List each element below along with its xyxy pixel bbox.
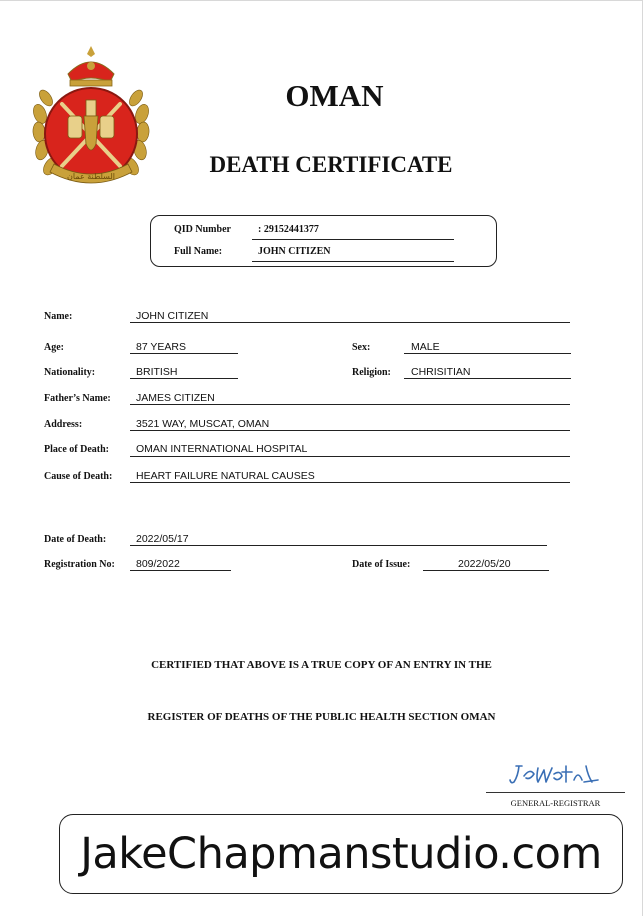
- father-underline: [130, 404, 570, 405]
- qid-label: QID Number: [174, 224, 231, 235]
- name-underline: [130, 322, 570, 323]
- country-title: OMAN: [285, 78, 384, 113]
- religion-underline: [404, 378, 571, 379]
- place-of-death-underline: [130, 456, 570, 457]
- date-of-death-value: 2022/05/17: [136, 533, 189, 545]
- signature-line: [486, 792, 625, 793]
- qid-value: : 29152441377: [258, 224, 319, 235]
- registration-value: 809/2022: [136, 558, 180, 570]
- id-box: [150, 215, 497, 267]
- sex-underline: [404, 353, 571, 354]
- address-value: 3521 WAY, MUSCAT, OMAN: [136, 418, 270, 430]
- registration-underline: [130, 570, 231, 571]
- date-of-issue-value: 2022/05/20: [458, 558, 511, 570]
- date-of-issue-underline: [423, 570, 549, 571]
- document-title: DEATH CERTIFICATE: [209, 152, 453, 177]
- fullname-underline: [252, 261, 454, 262]
- fullname-value: JOHN CITIZEN: [258, 246, 331, 257]
- age-underline: [130, 353, 238, 354]
- religion-value: CHRISITIAN: [411, 366, 471, 378]
- name-value: JOHN CITIZEN: [136, 310, 209, 322]
- watermark-text: JakeChapmanstudio.com: [80, 829, 602, 879]
- nationality-underline: [130, 378, 238, 379]
- sex-label: Sex:: [352, 342, 371, 353]
- qid-underline: [252, 239, 454, 240]
- religion-label: Religion:: [352, 367, 391, 378]
- sex-value: MALE: [411, 341, 440, 353]
- registrar-signature: [508, 760, 600, 788]
- certification-line-2: REGISTER OF DEATHS OF THE PUBLIC HEALTH SECTION OMAN: [147, 711, 496, 723]
- fullname-label: Full Name:: [174, 246, 223, 257]
- address-label: Address:: [44, 419, 83, 430]
- emblem-arabic-text: السلطنة عمان: [67, 172, 115, 181]
- name-label: Name:: [44, 311, 73, 322]
- cause-of-death-underline: [130, 482, 570, 483]
- cause-of-death-value: HEART FAILURE NATURAL CAUSES: [136, 470, 315, 482]
- nationality-value: BRITISH: [136, 366, 178, 378]
- age-value: 87 YEARS: [136, 341, 187, 353]
- certification-line-1: CERTIFIED THAT ABOVE IS A TRUE COPY OF AN ENTRY IN THE: [151, 659, 492, 671]
- age-label: Age:: [44, 342, 64, 353]
- date-of-death-label: Date of Death:: [44, 534, 107, 545]
- date-of-issue-label: Date of Issue:: [352, 559, 411, 570]
- watermark-box: [59, 814, 623, 894]
- registrar-role: GENERAL-REGISTRAR: [510, 798, 601, 808]
- address-underline: [130, 430, 570, 431]
- registration-label: Registration No:: [44, 559, 115, 570]
- place-of-death-value: OMAN INTERNATIONAL HOSPITAL: [136, 443, 308, 455]
- date-of-death-underline: [130, 545, 547, 546]
- father-value: JAMES CITIZEN: [136, 392, 215, 404]
- place-of-death-label: Place of Death:: [44, 444, 109, 455]
- page-border-top: [0, 0, 643, 1]
- cause-of-death-label: Cause of Death:: [44, 471, 113, 482]
- nationality-label: Nationality:: [44, 367, 96, 378]
- father-label: Father’s Name:: [44, 393, 111, 404]
